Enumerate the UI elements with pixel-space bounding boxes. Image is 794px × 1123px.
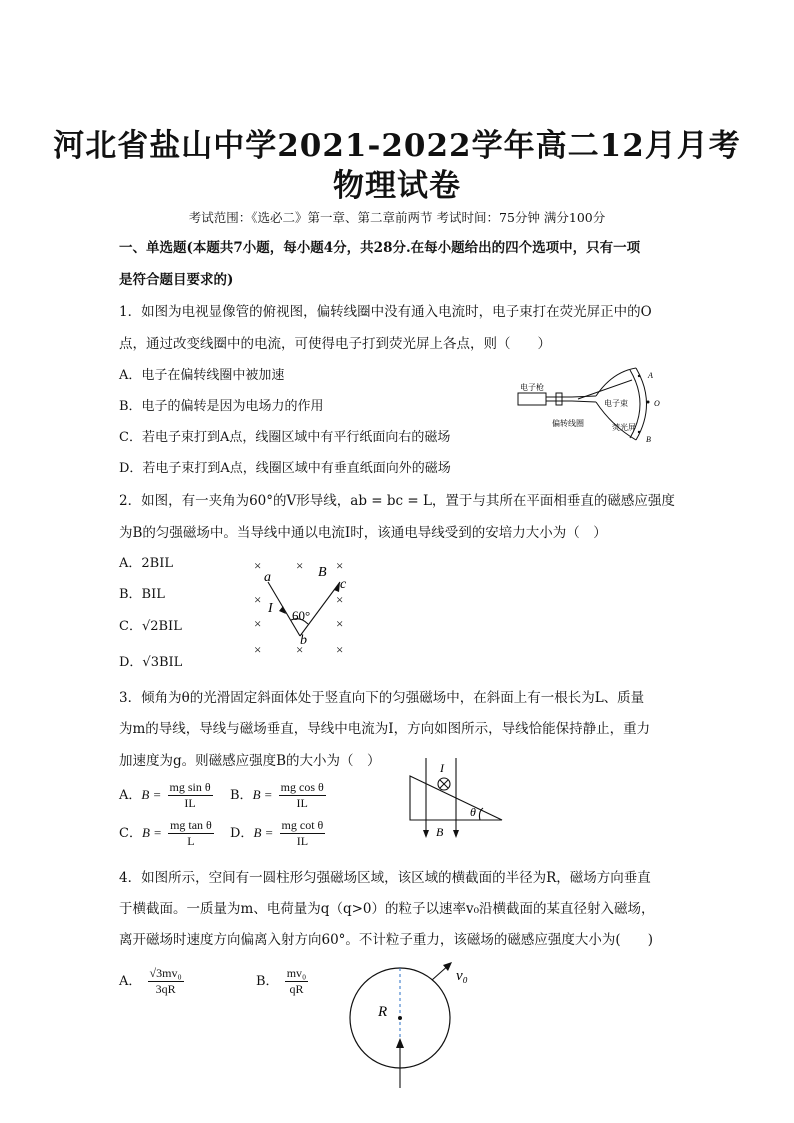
label-I: I bbox=[268, 601, 273, 616]
section-heading-line1: 一、单选题(本题共7小题，每小题4分，共28分.在每小题给出的四个选项中，只有一项 bbox=[119, 240, 641, 256]
point-a-label: A bbox=[648, 371, 653, 380]
label-theta: θ bbox=[470, 805, 476, 819]
q1-option-b: B．电子的偏转是因为电场力的作用 bbox=[119, 399, 324, 414]
arrow-down-icon bbox=[423, 830, 429, 838]
page-subtitle: 物理试卷 bbox=[333, 168, 461, 204]
coil-label: 偏转线圈 bbox=[552, 419, 584, 428]
q2-stem-line2: 为B的匀强磁场中。当导线中通以电流I时，该通电导线受到的安培力大小为（ ） bbox=[119, 525, 607, 541]
label-b: b bbox=[300, 633, 307, 648]
q3-option-b: B．B = $\frac{\text{mg cos θ}}{IL}$ bbox=[230, 780, 324, 810]
cross-mark: × bbox=[296, 558, 304, 573]
q4-option-b: B． $\frac{\text{mv₀}}{qR}$ bbox=[256, 966, 307, 996]
cross-mark: × bbox=[336, 616, 344, 631]
electron-beam bbox=[578, 380, 632, 399]
q4-stem-line3: 离开磁场时速度方向偏离入射方向60°。不计粒子重力，该磁场的磁感应强度大小为( ) bbox=[119, 932, 653, 948]
q4-stem-line1: 4．如图所示，空间有一圆柱形匀强磁场区域，该区域的横截面的半径为R，磁场方向垂直 bbox=[119, 870, 651, 886]
point-b-label: B bbox=[646, 435, 651, 444]
cross-mark: × bbox=[336, 558, 344, 573]
deflection-coil-icon bbox=[556, 393, 562, 405]
q1-option-d: D．若电子束打到A点，线圈区域中有垂直纸面向外的磁场 bbox=[119, 461, 451, 476]
q1-figure bbox=[512, 362, 672, 448]
q3-option-c: C．B = $\frac{\text{mg tan θ}}{L}$ bbox=[119, 818, 212, 848]
q3-option-a: A．B = $\frac{\text{mg sin θ}}{IL}$ bbox=[119, 780, 211, 810]
q2-option-d: D．√3BIL bbox=[119, 655, 183, 670]
q3-figure bbox=[406, 758, 508, 840]
q1-stem-line2: 点，通过改变线圈中的电流，可使得电子打到荧光屏上各点，则（ ） bbox=[119, 336, 551, 352]
electron-gun-icon bbox=[518, 393, 546, 405]
section-heading-line2: 是符合题目要求的) bbox=[119, 272, 234, 288]
label-v0: v₀ bbox=[456, 968, 468, 984]
beam-label: 电子束 bbox=[604, 399, 628, 408]
q4-stem-line2: 于横截面。一质量为m、电荷量为q（q>0）的粒子以速率v₀沿横截面的某直径射入磁场， bbox=[119, 901, 655, 917]
label-c: c bbox=[340, 577, 347, 592]
center-point bbox=[398, 1016, 402, 1020]
cross-mark: × bbox=[336, 642, 344, 657]
arrow-up-icon bbox=[396, 1038, 404, 1048]
screen-label: 荧光屏 bbox=[612, 423, 636, 432]
q3-stem-line3: 加速度为g。则磁感应强度B的大小为（ ） bbox=[119, 753, 381, 769]
q2-figure bbox=[248, 556, 358, 660]
q2-option-b: B．BIL bbox=[119, 587, 165, 602]
q2-stem-line1: 2．如图，有一夹角为60°的V形导线，ab = bc = L，置于与其所在平面相垂直的磁感应强度 bbox=[119, 493, 675, 509]
label-B: B bbox=[436, 825, 444, 839]
cross-mark: × bbox=[336, 592, 344, 607]
q1-option-c: C．若电子束打到A点，线圈区域中有平行纸面向右的磁场 bbox=[119, 430, 451, 445]
q3-option-d: D．B = $\frac{\text{mg cot θ}}{IL}$ bbox=[230, 818, 324, 848]
q3-stem-line2: 为m的导线，导线与磁场垂直，导线中电流为I，方向如图所示，导线恰能保持静止，重力 bbox=[119, 721, 651, 737]
q4-figure bbox=[340, 958, 480, 1098]
label-a: a bbox=[264, 570, 271, 585]
q3-stem-line1: 3．倾角为θ的光滑固定斜面体处于竖直向下的匀强磁场中，在斜面上有一根长为L、质量 bbox=[119, 690, 645, 706]
gun-label: 电子枪 bbox=[520, 383, 544, 392]
label-I: I bbox=[440, 761, 444, 775]
q1-option-a: A．电子在偏转线圈中被加速 bbox=[119, 368, 285, 383]
label-R: R bbox=[378, 1004, 388, 1020]
label-angle: 60° bbox=[292, 608, 311, 623]
q2-option-c: C．√2BIL bbox=[119, 619, 182, 634]
cross-mark: × bbox=[296, 642, 304, 657]
cross-mark: × bbox=[254, 592, 262, 607]
page-title: 河北省盐山中学2021-2022学年高二12月月考 bbox=[53, 128, 741, 164]
q4-option-a: A． $\frac{\text{√3mv₀}}{3qR}$ bbox=[119, 966, 182, 996]
cross-mark: × bbox=[254, 616, 262, 631]
arrow-down-icon bbox=[453, 830, 459, 838]
exam-info: 考试范围：《选必二》第一章、第二章前两节 考试时间：75分钟 满分100分 bbox=[188, 210, 606, 225]
q1-stem-line1: 1．如图为电视显像管的俯视图，偏转线圈中没有通入电流时，电子束打在荧光屏正中的O bbox=[119, 304, 652, 320]
cross-mark: × bbox=[254, 642, 262, 657]
point-o-label: O bbox=[654, 399, 660, 408]
label-B: B bbox=[318, 565, 327, 580]
q2-option-a: A．2BIL bbox=[119, 556, 173, 571]
cross-mark: × bbox=[254, 558, 262, 573]
